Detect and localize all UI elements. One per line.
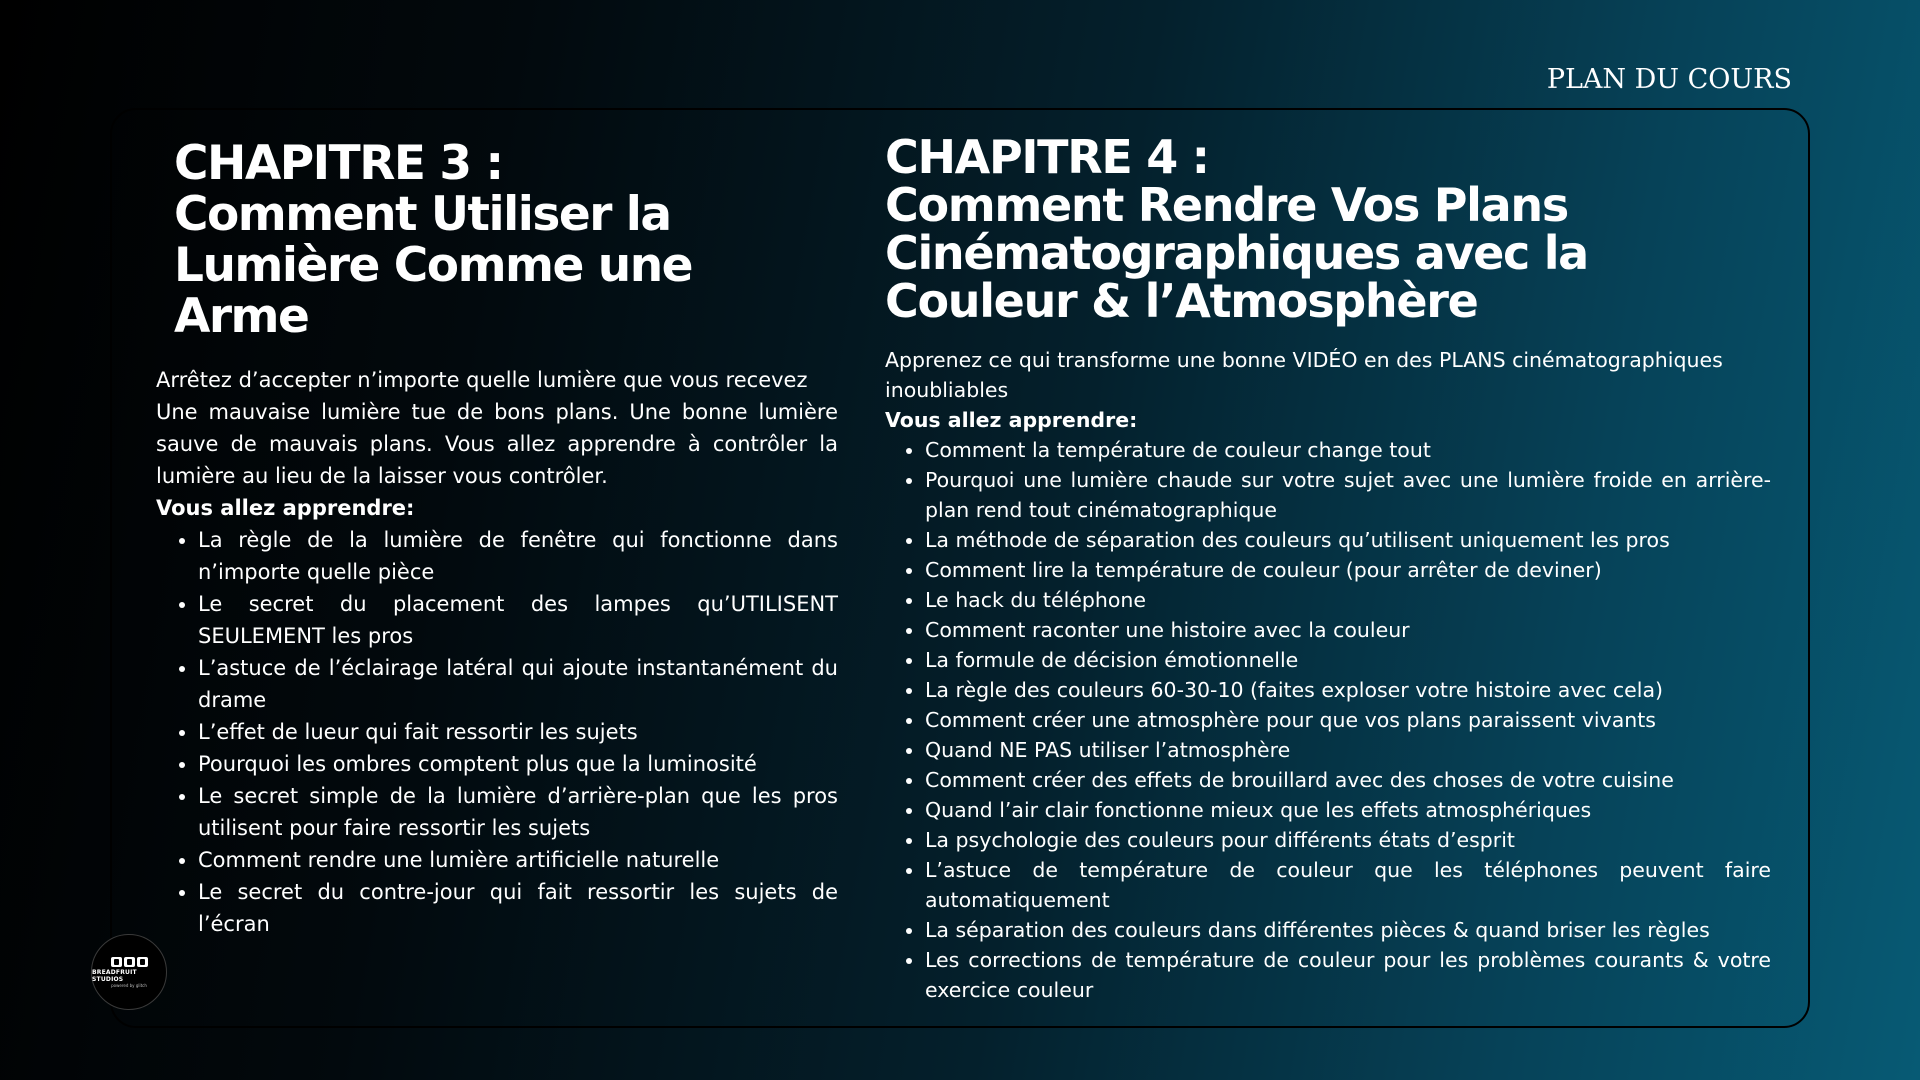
chapter-3-topic-list <box>156 524 838 940</box>
chapter-3-learn-label: Vous allez apprendre: <box>156 496 415 520</box>
chapter-4-section <box>885 130 1771 1005</box>
list-item: • Le hack du téléphone <box>925 585 1771 615</box>
list-item: • La psychologie des couleurs pour différents états d’esprit <box>925 825 1771 855</box>
chapter-3-title-line: CHAPITRE 3 : <box>174 136 503 191</box>
list-item: • Les corrections de température de couleur pour les problèmes courants & votre exercice couleur <box>925 945 1771 1005</box>
list-item: • L’astuce de température de couleur que les téléphones peuvent faire automatiquement <box>925 855 1771 915</box>
list-item: • Quand NE PAS utiliser l’atmosphère <box>925 735 1771 765</box>
chapter-3-title <box>174 138 838 342</box>
list-item: • Comment créer une atmosphère pour que vos plans paraissent vivants <box>925 705 1771 735</box>
camera-icon <box>111 957 148 967</box>
list-item: • Comment raconter une histoire avec la couleur <box>925 615 1771 645</box>
chapter-3-intro-text: Arrêtez d’accepter n’importe quelle lumière que vous recevez <box>156 368 808 392</box>
list-item: • Comment lire la température de couleur (pour arrêter de deviner) <box>925 555 1771 585</box>
chapter-4-title-line: Comment Rendre Vos Plans <box>885 178 1568 232</box>
logo-subtext: powered by glitch <box>111 982 147 988</box>
chapter-3-section <box>156 138 838 940</box>
chapter-4-topic-list <box>885 435 1771 1005</box>
list-item: • Comment la température de couleur change tout <box>925 435 1771 465</box>
list-item: • La formule de décision émotionnelle <box>925 645 1771 675</box>
chapter-4-title-line: CHAPITRE 4 : <box>885 130 1209 184</box>
chapter-4-title <box>885 130 1771 328</box>
list-item: • La méthode de séparation des couleurs qu’utilisent uniquement les pros <box>925 525 1771 555</box>
chapter-4-learn-label: Vous allez apprendre: <box>885 408 1138 432</box>
list-item: • Comment rendre une lumière artificielle naturelle <box>198 844 838 876</box>
list-item: • La règle des couleurs 60-30-10 (faites exploser votre histoire avec cela) <box>925 675 1771 705</box>
list-item: • Le secret du contre-jour qui fait ressortir les sujets de l’écran <box>198 876 838 940</box>
chapter-4-title-line: Couleur & l’Atmosphère <box>885 274 1478 328</box>
list-item: • Le secret du placement des lampes qu’UTILISENT SEULEMENT les pros <box>198 588 838 652</box>
studio-logo <box>91 934 167 1010</box>
list-item: • Quand l’air clair fonctionne mieux que les effets atmosphériques <box>925 795 1771 825</box>
chapter-3-intro-text: Une mauvaise lumière tue de bons plans. Une bonne lumière sauve de mauvais plans. Vous allez apprendre à contrôler la lumière au lieu de la laisser vous contrôler. <box>156 400 838 488</box>
list-item: • La séparation des couleurs dans différentes pièces & quand briser les règles <box>925 915 1771 945</box>
chapter-4-title-line: Cinématographiques avec la <box>885 226 1588 280</box>
chapter-4-intro <box>885 345 1771 1005</box>
chapter-3-title-line: Lumière Comme une <box>174 238 693 293</box>
list-item: • Pourquoi une lumière chaude sur votre sujet avec une lumière froide en arrière-plan rend tout cinématographique <box>925 465 1771 525</box>
page-header-title: PLAN DU COURS <box>1546 64 1792 95</box>
list-item: • Le secret simple de la lumière d’arrière-plan que les pros utilisent pour faire ressortir les sujets <box>198 780 838 844</box>
list-item: • Comment créer des effets de brouillard avec des choses de votre cuisine <box>925 765 1771 795</box>
chapter-4-intro-text: Apprenez ce qui transforme une bonne VIDÉO en des PLANS cinématographiques inoubliables <box>885 348 1723 402</box>
chapter-3-title-line: Comment Utiliser la <box>174 187 671 242</box>
chapter-3-title-line: Arme <box>174 289 309 344</box>
list-item: • Pourquoi les ombres comptent plus que la luminosité <box>198 748 838 780</box>
chapter-3-intro <box>156 364 838 940</box>
list-item: • L’effet de lueur qui fait ressortir les sujets <box>198 716 838 748</box>
logo-name: BREADFRUIT STUDIOS <box>92 968 137 983</box>
list-item: • La règle de la lumière de fenêtre qui fonctionne dans n’importe quelle pièce <box>198 524 838 588</box>
list-item: • L’astuce de l’éclairage latéral qui ajoute instantanément du drame <box>198 652 838 716</box>
